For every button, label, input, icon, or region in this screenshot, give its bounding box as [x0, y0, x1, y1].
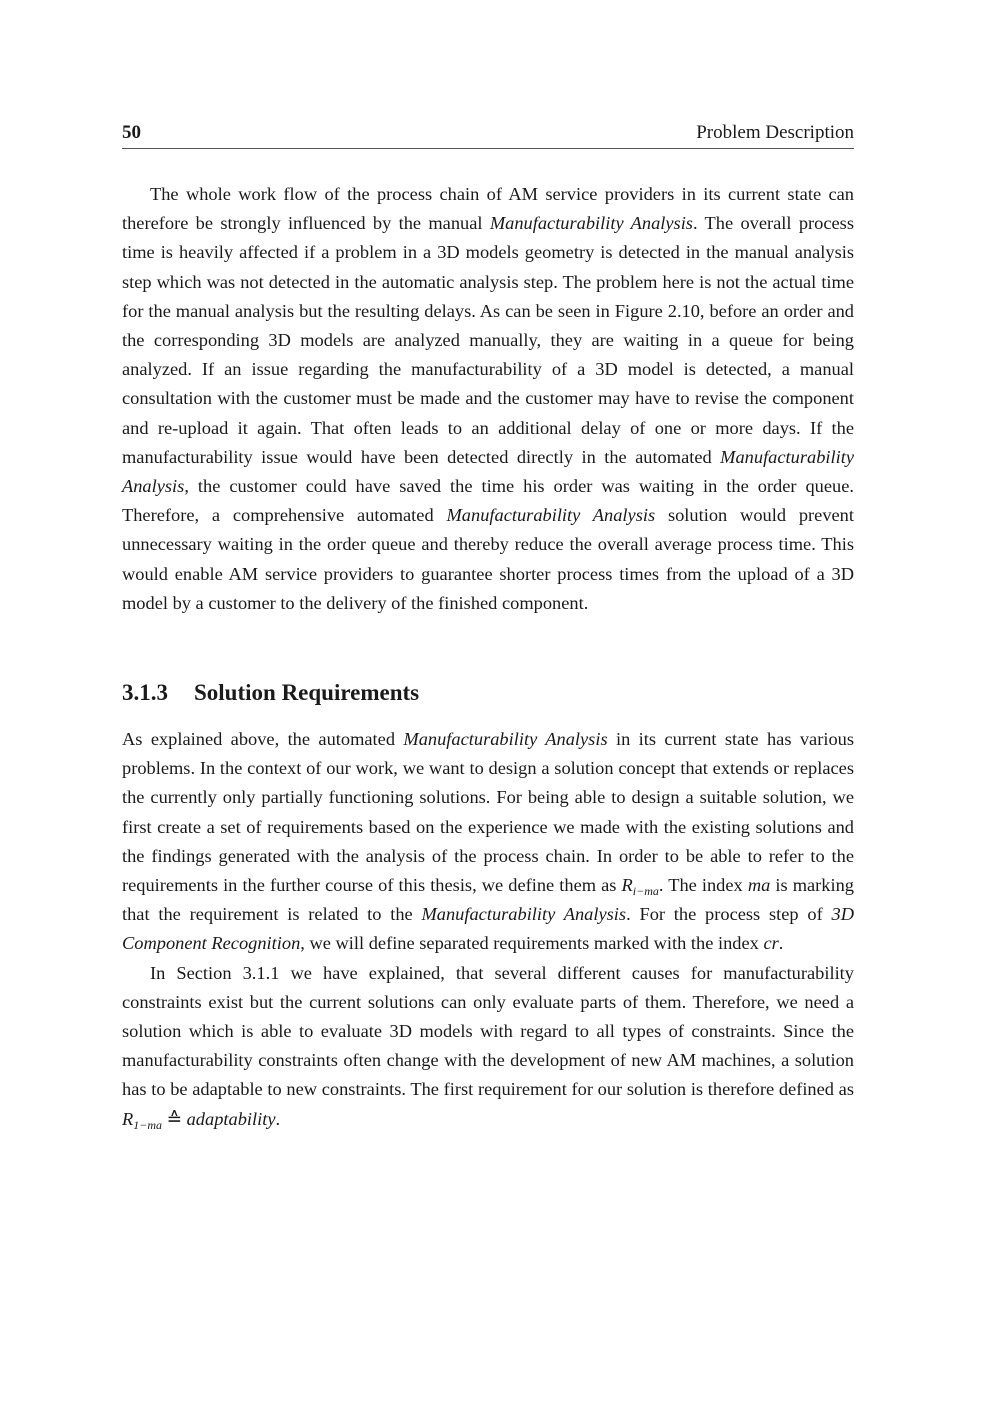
text-run: in its current state has various problems. In the context of our work, we want to design a solution concept that extends or replaces the currently only partially functioning solutions. For being able to design a suitable solution, we first create a set of requirements based on the experience we made with the existing solutions and the findings generated with the analysis of the process chain. In order to be able to refer to the requirements in the further course of this thesis, we define them as: [122, 729, 854, 896]
emphasis: R: [122, 1108, 134, 1129]
emphasis: R: [621, 875, 633, 896]
text-run: .: [275, 1108, 281, 1129]
text-run: As explained above, the automated: [122, 729, 404, 749]
text-run: . The overall process time is heavily affected if a problem in a 3D models geometry is detected in the manual analysis step which was not detected in the automatic analysis step. The problem here is not the actual time for the manual analysis but the resulting delays. As can be seen in Figure 2.10, before an order and the corresponding 3D models are analyzed manually, they are waiting in a queue for being analyzed. If an issue regarding the manufacturability of a 3D model is detected, a manual consultation with the customer must be made and the customer may have to revise the component and re-upload it again. That often leads to an additional delay of one or more days. If the manufacturability issue would have been detected directly in the automated: [122, 213, 854, 467]
emphasis: 3D Component Recognition: [122, 904, 854, 954]
paragraph: [122, 180, 854, 618]
subscript: i−ma: [632, 884, 659, 899]
emphasis: Manufacturability Analysis: [403, 729, 608, 749]
text-run: is marking that the requirement is related to the: [122, 875, 854, 925]
paragraph: [122, 725, 854, 959]
text-run: , the customer could have saved the time his order was waiting in the order queue. Therefore, a comprehensive automated: [122, 476, 854, 526]
text-run: , we will define separated requirements marked with the index: [300, 933, 764, 954]
text-run: . For the process step of: [626, 904, 832, 925]
running-header: [122, 120, 854, 149]
subscript: 1−ma: [133, 1117, 162, 1132]
text-run: The whole work flow of the process chain of AM service providers in its current state can therefore be strongly influenced by the manual: [122, 184, 854, 234]
emphasis: Manufacturability Analysis: [421, 904, 627, 925]
text-run: ≙: [162, 1108, 187, 1129]
text-run: . The index: [658, 875, 748, 896]
body-block-1: [122, 180, 854, 618]
page-number: 50: [122, 122, 141, 143]
emphasis: ma: [747, 875, 771, 896]
text-run: In Section 3.1.1 we have explained, that several different causes for manufacturability constraints exist but the current solutions can only evaluate parts of them. Therefore, we need a solution which is able to evaluate 3D models with regard to all types of constraints. Since the manufacturability constraints often change with the development of new AM machines, a solution has to be adaptable to new constraints. The first requirement for our solution is therefore defined as: [122, 962, 854, 1100]
text-run: .: [778, 933, 784, 954]
emphasis: cr: [763, 933, 779, 954]
section-number: 3.1.3: [122, 680, 168, 705]
emphasis: Manufacturability Analysis: [122, 446, 854, 497]
running-title: Problem Description: [696, 122, 854, 143]
body-block-2: [122, 725, 854, 1134]
section-title: Solution Requirements: [194, 680, 420, 705]
emphasis: adaptability: [186, 1108, 276, 1129]
emphasis: Manufacturability Analysis: [446, 505, 656, 526]
paragraph: [122, 959, 854, 1134]
emphasis: Manufacturability Analysis: [489, 213, 693, 234]
section-heading: [122, 680, 419, 706]
text-run: solution would prevent unnecessary waiting in the order queue and thereby reduce the overall average process time. This would enable AM service providers to guarantee shorter process times from the upload of a 3D model by a customer to the delivery of the finished component.: [122, 505, 854, 613]
